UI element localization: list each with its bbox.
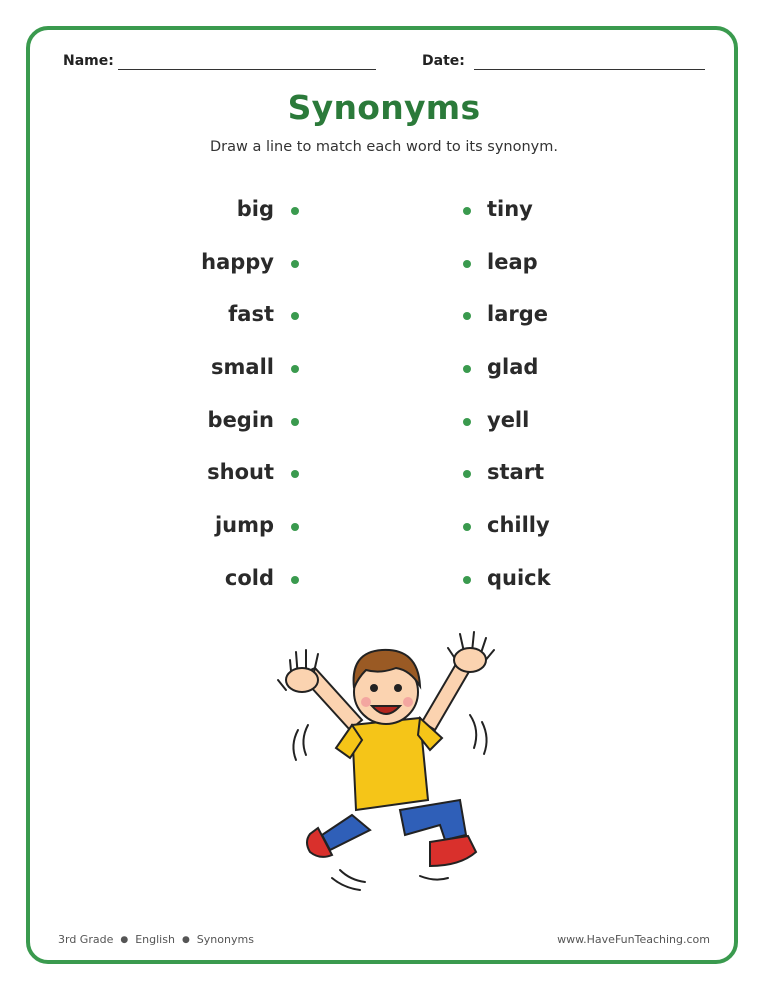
right-word: chilly: [487, 513, 550, 537]
match-dot[interactable]: [291, 576, 299, 584]
date-field[interactable]: [474, 69, 705, 70]
match-dot[interactable]: [463, 312, 471, 320]
match-dot[interactable]: [291, 470, 299, 478]
subject-tag: English: [135, 933, 175, 946]
right-word: large: [487, 302, 549, 326]
match-dot[interactable]: [291, 312, 299, 320]
match-dot[interactable]: [463, 207, 471, 215]
match-dot[interactable]: [291, 207, 299, 215]
grade-tag: 3rd Grade: [58, 933, 114, 946]
date-label: Date:: [422, 53, 465, 69]
left-word: begin: [207, 408, 274, 432]
jumping-boy-illustration: [270, 630, 500, 900]
match-dot[interactable]: [291, 260, 299, 268]
match-dot[interactable]: [463, 260, 471, 268]
left-word: jump: [214, 513, 274, 537]
right-word: start: [487, 460, 545, 484]
match-dot[interactable]: [291, 365, 299, 373]
match-dot[interactable]: [291, 523, 299, 531]
website-link[interactable]: www.HaveFunTeaching.com: [557, 933, 710, 946]
right-word: tiny: [487, 197, 533, 221]
match-dot[interactable]: [463, 576, 471, 584]
left-word: cold: [224, 566, 274, 590]
page-title: Synonyms: [287, 88, 481, 127]
topic-tag: Synonyms: [196, 933, 254, 946]
match-dot[interactable]: [463, 365, 471, 373]
name-label: Name:: [63, 53, 114, 69]
instructions: Draw a line to match each word to its synonym.: [210, 139, 558, 155]
left-word: shout: [207, 460, 274, 484]
left-word: fast: [228, 302, 274, 326]
name-field[interactable]: [118, 69, 376, 70]
right-word: yell: [487, 408, 530, 432]
match-dot[interactable]: [291, 418, 299, 426]
left-word: small: [211, 355, 274, 379]
right-word: quick: [487, 566, 551, 590]
separator-dot: ●: [120, 935, 129, 945]
right-word: glad: [487, 355, 539, 379]
separator-dot: ●: [181, 935, 190, 945]
match-dot[interactable]: [463, 523, 471, 531]
right-word: leap: [487, 250, 538, 274]
left-word: happy: [201, 250, 274, 274]
left-word: big: [236, 197, 274, 221]
match-dot[interactable]: [463, 470, 471, 478]
footer-tags: [58, 933, 254, 946]
match-dot[interactable]: [463, 418, 471, 426]
